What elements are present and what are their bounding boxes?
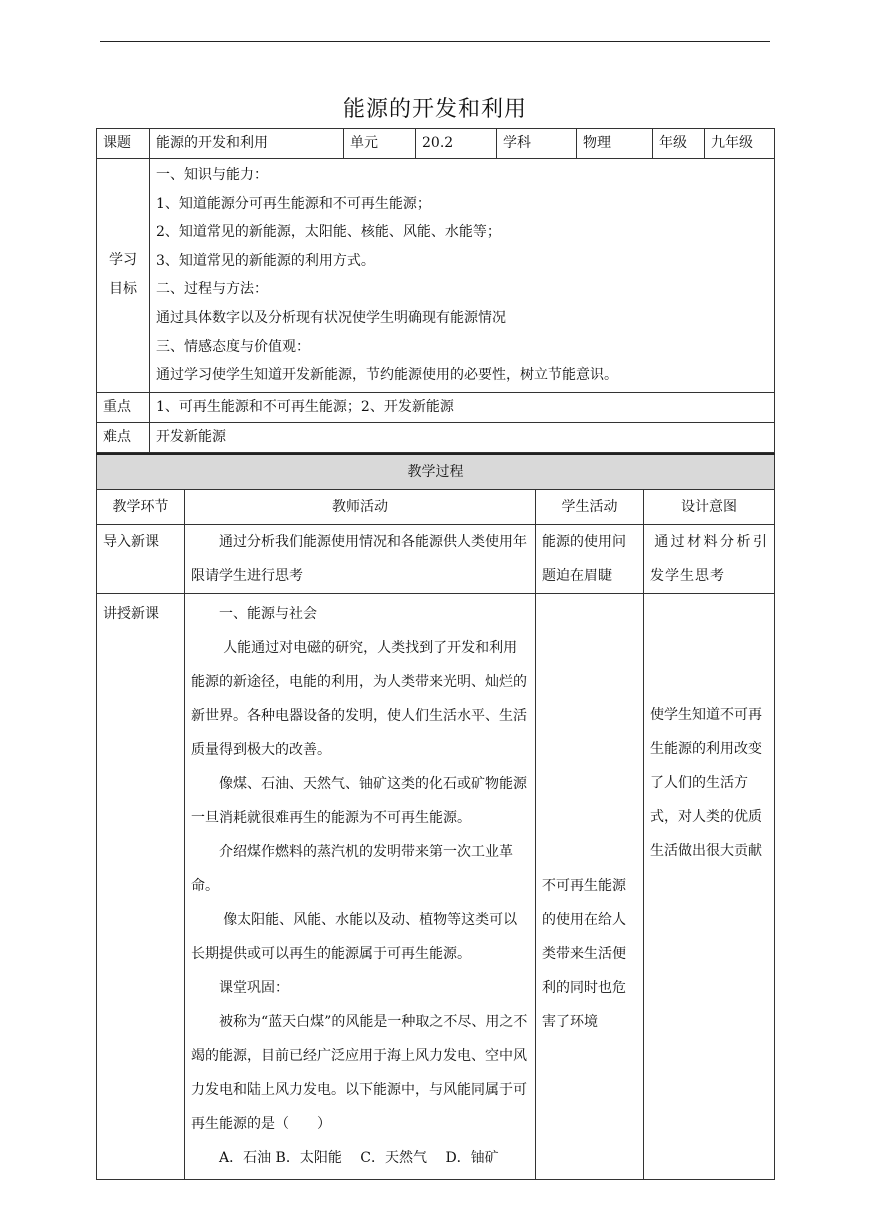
objectives-row <box>97 159 775 393</box>
lecture-intent: 使学生知道不可再生能源的利用改变了人们的生活方式，对人类的优质生活做出很大贡献 <box>644 593 775 1179</box>
lecture-student: 不可再生能源的使用在给人类带来生活便利的同时也危害了环境 <box>536 593 644 1179</box>
grade-label: 年级 <box>653 129 705 159</box>
objectives-line: 2、知道常见的新能源，太阳能、核能、风能、水能等； <box>156 224 501 241</box>
difficulties-value: 开发新能源 <box>150 422 775 452</box>
objectives-line: 二、过程与方法： <box>156 281 268 298</box>
objectives-line: 通过具体数字以及分析现有状况使学生明确现有能源情况 <box>156 309 506 326</box>
objectives-label-line2: 目标 <box>109 281 137 298</box>
objectives-line: 3、知道常见的新能源的利用方式。 <box>156 252 375 269</box>
difficulties-label: 难点 <box>97 422 150 452</box>
intro-teacher: 通过分析我们能源使用情况和各能源供人类使用年限请学生进行思考 <box>185 524 536 593</box>
key-points-value: 1、可再生能源和不可再生能源；2、开发新能源 <box>150 392 775 422</box>
grade-value: 九年级 <box>705 129 775 159</box>
objectives-content <box>150 159 775 393</box>
objectives-line: 一、知识与能力： <box>156 167 268 183</box>
lecture-heading: 一、能源与社会 <box>219 605 317 622</box>
subject-label: 学科 <box>497 129 577 159</box>
subject-value: 物理 <box>577 129 653 159</box>
lecture-stage: 讲授新课 <box>97 593 185 1179</box>
lecture-paragraph: 人能通过对电磁的研究，人类找到了开发和利用能源的新途径，电能的利用，为人类带来光明、灿烂的新世界。各种电器设备的发明，使人们生活水平、生活质量得到极大的改善。 <box>191 639 527 758</box>
unit-label: 单元 <box>344 129 416 159</box>
objectives-line: 1、知道能源分可再生能源和不可再生能源； <box>156 195 431 212</box>
lecture-options: A．石油 B．太阳能 C．天然气 D．铀矿 <box>219 1149 499 1166</box>
header-rule <box>100 41 770 42</box>
process-band-title: 教学过程 <box>97 454 775 490</box>
unit-value: 20.2 <box>416 129 497 159</box>
header-row <box>97 129 775 159</box>
lecture-row <box>97 593 775 1179</box>
lecture-paragraph: 像煤、石油、天然气、铀矿这类的化石或矿物能源一旦消耗就很难再生的能源为不可再生能源。 <box>191 775 527 826</box>
lecture-paragraph: 课堂巩固： <box>219 979 289 996</box>
lecture-paragraph: 介绍煤作燃料的蒸汽机的发明带来第一次工业革命。 <box>191 843 513 894</box>
column-header-stage: 教学环节 <box>97 489 185 524</box>
lesson-plan-table <box>96 128 774 1180</box>
topic-value: 能源的开发和利用 <box>150 129 344 159</box>
intro-intent: 通过材料分析引发学生思考 <box>644 524 775 593</box>
lecture-teacher <box>185 593 536 1179</box>
objectives-line: 通过学习使学生知道开发新能源，节约能源使用的必要性，树立节能意识。 <box>156 367 618 384</box>
topic-label: 课题 <box>97 129 150 159</box>
column-header-intent: 设计意图 <box>644 489 775 524</box>
lecture-exercise: 被称为“蓝天白煤”的风能是一种取之不尽、用之不竭的能源，目前已经广泛应用于海上风力发电、空中风力发电和陆上风力发电。以下能源中，与风能同属于可再生能源的是（ ） <box>191 1013 528 1132</box>
objectives-label-line1: 学习 <box>109 252 137 269</box>
key-points-row <box>97 392 775 422</box>
page-title: 能源的开发和利用 <box>342 97 527 122</box>
lecture-paragraph: 像太阳能、风能、水能以及动、植物等这类可以长期提供或可以再生的能源属于可再生能源。 <box>191 911 518 962</box>
difficulties-row <box>97 422 775 452</box>
objectives-label <box>97 159 150 393</box>
key-points-label: 重点 <box>97 392 150 422</box>
intro-stage: 导入新课 <box>97 524 185 593</box>
process-header-row <box>97 489 775 524</box>
intro-student: 能源的使用问题迫在眉睫 <box>536 524 644 593</box>
objectives-line: 三、情感态度与价值观： <box>156 338 310 355</box>
intro-row <box>97 524 775 593</box>
column-header-student: 学生活动 <box>536 489 644 524</box>
column-header-teacher: 教师活动 <box>185 489 536 524</box>
